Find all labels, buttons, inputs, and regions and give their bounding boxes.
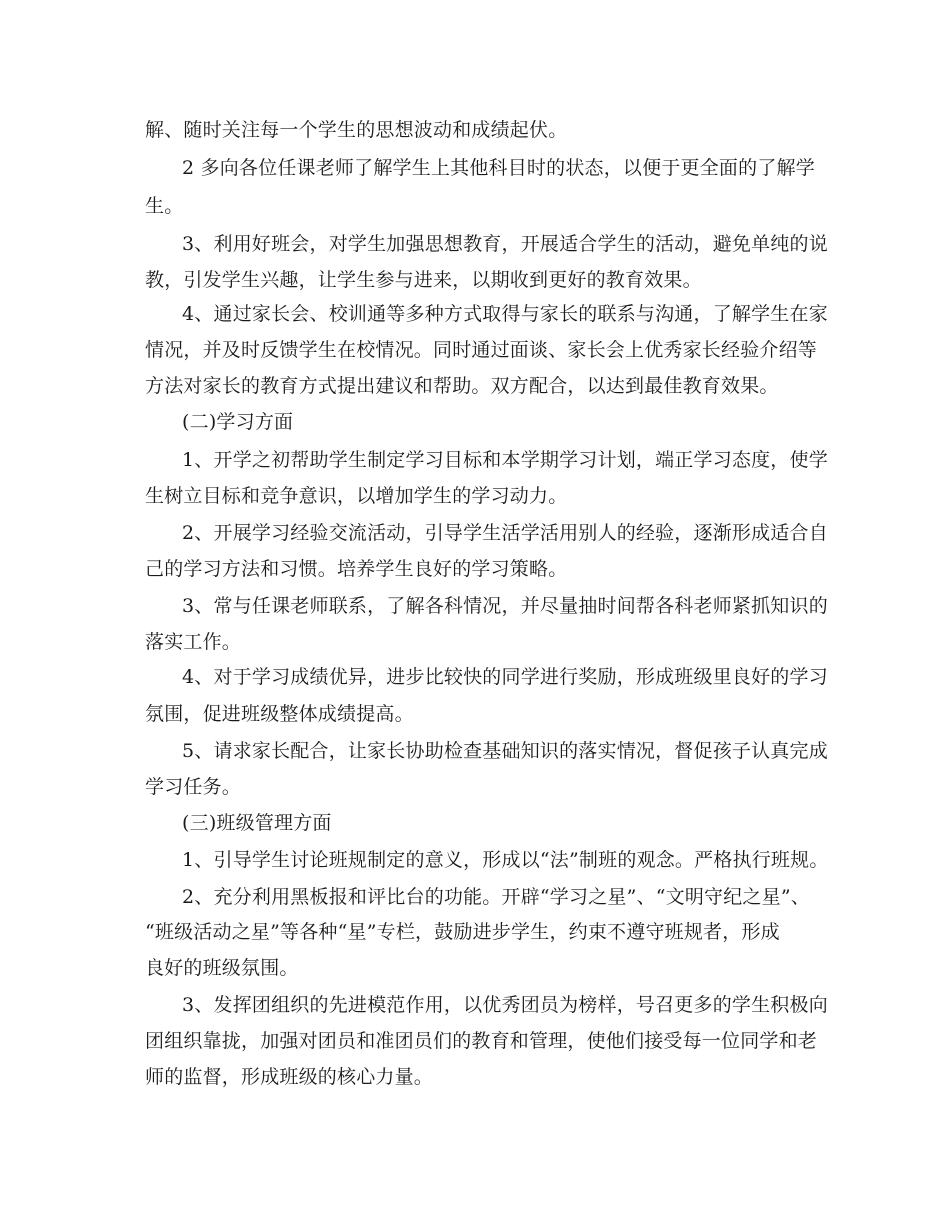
text-line: 学习任务。 — [145, 776, 242, 798]
text-line: 落实工作。 — [145, 631, 242, 653]
text-line: 2、充分利用黑板报和评比台的功能。开辟“学习之星”、“文明守纪之星”、 — [182, 886, 810, 908]
text-line: 5、请求家长配合，让家长协助检查基础知识的落实情况，督促孩子认真完成 — [182, 740, 828, 762]
text-line: 2 多向各位任课老师了解学生上其他科目时的状态，以便于更全面的了解学 — [182, 157, 815, 179]
text-line: 教，引发学生兴趣，让学生参与进来，以期收到更好的教育效果。 — [145, 269, 702, 291]
text-line: 团组织靠拢，加强对团员和准团员们的教育和管理，使他们接受每一位同学和老 — [145, 1030, 818, 1052]
text-line: 1、引导学生讨论班规制定的意义，形成以“法”制班的观念。严格执行班规。 — [182, 849, 829, 871]
text-line: 3、常与任课老师联系，了解各科情况，并尽量抽时间帮各科老师紧抓知识的 — [182, 595, 828, 617]
text-line: 师的监督，形成班级的核心力量。 — [145, 1066, 434, 1088]
text-line: “班级活动之星”等各种“星”专栏，鼓励进步学生，约束不遵守班规者，形成 — [145, 921, 780, 943]
text-line: 己的学习方法和习惯。培养学生良好的学习策略。 — [145, 558, 568, 580]
text-line: 1、开学之初帮助学生制定学习目标和本学期学习计划，端正学习态度，使学 — [182, 449, 828, 471]
text-line: 生。 — [145, 195, 184, 217]
text-line: 2、开展学习经验交流活动，引导学生活学活用别人的经验，逐渐形成适合自 — [182, 522, 828, 544]
text-line: 氛围，促进班级整体成绩提高。 — [145, 703, 414, 725]
text-line: 良好的班级氛围。 — [145, 957, 299, 979]
section-heading: (二)学习方面 — [182, 411, 294, 433]
text-line: 4、通过家长会、校训通等多种方式取得与家长的联系与沟通，了解学生在家 — [182, 303, 828, 325]
text-line: 生树立目标和竞争意识，以增加学生的学习动力。 — [145, 485, 568, 507]
text-line: 4、对于学习成绩优异，进步比较快的同学进行奖励，形成班级里良好的学习 — [182, 666, 828, 688]
text-line: 3、发挥团组织的先进模范作用，以优秀团员为榜样，号召更多的学生积极向 — [182, 994, 828, 1016]
text-line: 解、随时关注每一个学生的思想波动和成绩起伏。 — [145, 119, 568, 141]
text-line: 3、利用好班会，对学生加强思想教育，开展适合学生的活动，避免单纯的说 — [182, 233, 828, 255]
text-line: 方法对家长的教育方式提出建议和帮助。双方配合，以达到最佳教育效果。 — [145, 375, 779, 397]
text-line: 情况，并及时反馈学生在校情况。同时通过面谈、家长会上优秀家长经验介绍等 — [145, 339, 818, 361]
section-heading: (三)班级管理方面 — [182, 812, 332, 834]
